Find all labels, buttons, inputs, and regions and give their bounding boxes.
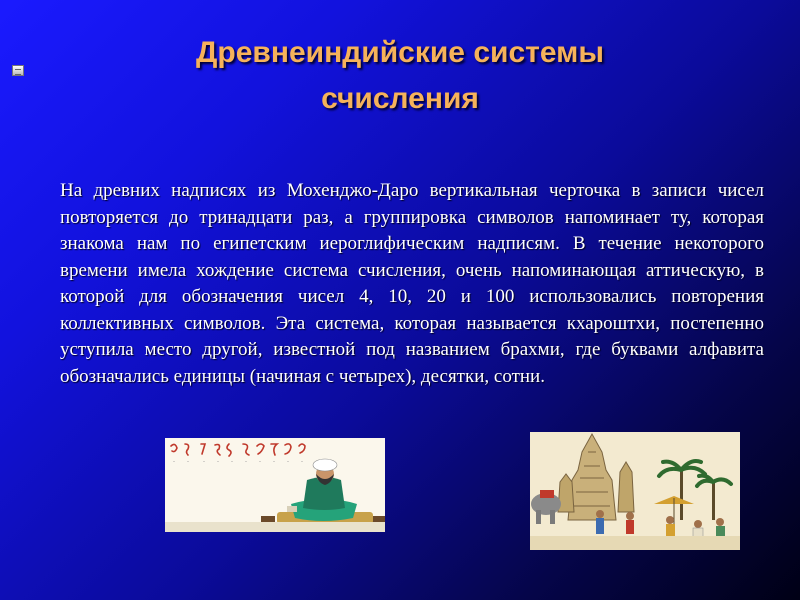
svg-text:·: · [203,459,205,465]
temple-scene-illustration [530,432,740,550]
svg-text:·: · [259,459,261,465]
title-line-1: Древнеиндийские системы [196,36,604,69]
svg-text:·: · [273,459,275,465]
slide-title [110,30,690,122]
svg-text:·: · [287,459,289,465]
svg-text:·: · [245,459,247,465]
numerals-scholar-drawing [165,438,385,532]
title-line-2: счисления [321,82,479,115]
body-paragraph: На древних надписях из Мохенджо-Даро вертикальная черточка в записи чисел повторяется до тринадцати раз, а группировка символов напоминает ту, которая знакома нам по египетским иероглифическим надписям. В течение некоторого времени имела хождение система счисления, очень напоминающая аттическую, в которой для обозначения чисел 4, 10, 20 и 100 использовались повторения коллективных символов. Эта система, которая называется кхароштхи, постепенно уступила место другой, известной под названием брахми, где буквами алфавита обозначались единицы (начиная с четырех), десятки, сотни. [60,180,764,387]
square-bullet-icon [12,65,24,76]
temple-scene-drawing [530,432,740,550]
numerals-scholar-illustration [165,438,385,532]
svg-text:·: · [231,459,233,465]
svg-text:·: · [187,459,189,465]
svg-text:·: · [173,459,175,465]
svg-text:·: · [217,459,219,465]
svg-text:·: · [301,459,303,465]
